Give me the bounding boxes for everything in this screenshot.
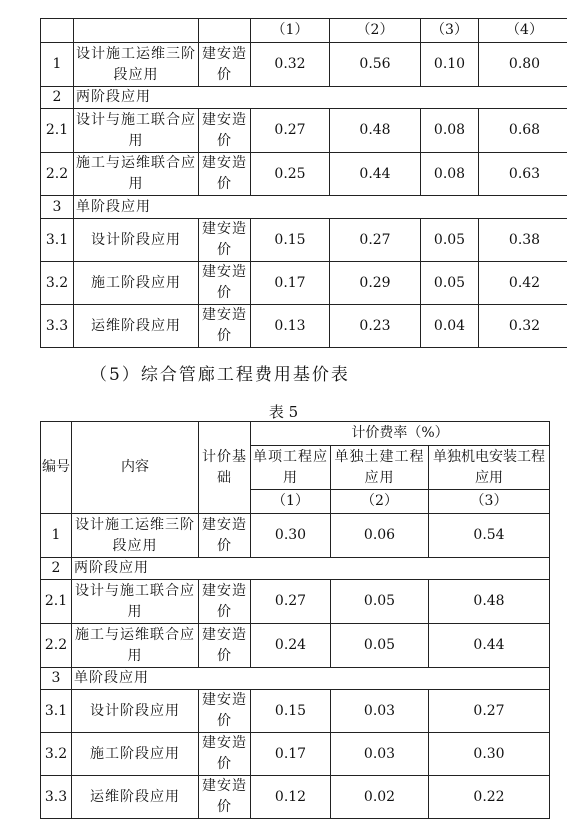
row-number: 3.3 <box>41 305 74 348</box>
row-value: 0.15 <box>251 219 330 262</box>
row-base: 建安造价 <box>199 153 251 196</box>
row-value: 0.15 <box>251 690 331 733</box>
row-value: 0.10 <box>421 43 479 87</box>
row-content: 设计与施工联合应用 <box>74 109 199 153</box>
row-number: 2.1 <box>41 109 74 153</box>
row-base: 建安造价 <box>199 690 251 733</box>
row-value: 0.12 <box>251 776 331 819</box>
table-row <box>41 262 567 305</box>
row-value: 0.42 <box>479 262 567 305</box>
fee-table-4 <box>40 18 567 348</box>
row-number: 2 <box>41 87 74 109</box>
row-value: 0.25 <box>251 153 330 196</box>
table-row <box>41 219 567 262</box>
row-base: 建安造价 <box>199 776 251 819</box>
row-value: 0.04 <box>421 305 479 348</box>
row-number: 3.3 <box>41 776 72 819</box>
row-content: 运维阶段应用 <box>72 776 199 819</box>
row-value: 0.54 <box>429 514 550 558</box>
row-value: 0.48 <box>429 580 550 624</box>
row-value: 0.38 <box>479 219 567 262</box>
header-col: 单独土建工程应用 <box>331 446 429 490</box>
row-value: 0.63 <box>479 153 567 196</box>
table-row <box>41 305 567 348</box>
row-value: 0.32 <box>251 43 330 87</box>
row-value: 0.03 <box>331 690 429 733</box>
table-row-group <box>41 668 550 690</box>
row-value: 0.02 <box>331 776 429 819</box>
row-value: 0.44 <box>330 153 421 196</box>
row-value: 0.05 <box>331 624 429 668</box>
row-content: 设计阶段应用 <box>72 690 199 733</box>
row-content: 设计施工运维三阶段应用 <box>72 514 199 558</box>
table-row <box>41 514 550 558</box>
row-value: 0.06 <box>331 514 429 558</box>
row-value: 0.48 <box>330 109 421 153</box>
row-base: 建安造价 <box>199 219 251 262</box>
row-value: 0.68 <box>479 109 567 153</box>
table4-colnum: （1） <box>251 19 330 43</box>
row-number: 1 <box>41 43 74 87</box>
row-value: 0.13 <box>251 305 330 348</box>
fee-table-5 <box>40 421 550 819</box>
row-value: 0.05 <box>421 219 479 262</box>
table5-colnum: （3） <box>429 490 550 514</box>
row-number: 3 <box>41 196 74 219</box>
group-label: 单阶段应用 <box>72 668 550 690</box>
row-content: 设计与施工联合应用 <box>72 580 199 624</box>
header-number: 编号 <box>41 422 72 514</box>
row-value: 0.08 <box>421 153 479 196</box>
row-value: 0.80 <box>479 43 567 87</box>
table-row <box>41 153 567 196</box>
table5-colnum: （1） <box>251 490 331 514</box>
header-rate: 计价费率（%） <box>251 422 550 446</box>
table-row <box>41 624 550 668</box>
row-content: 施工与运维联合应用 <box>74 153 199 196</box>
table5-header-row <box>41 422 550 446</box>
table4-colnum-row <box>41 19 567 43</box>
row-value: 0.17 <box>251 262 330 305</box>
row-content: 设计施工运维三阶段应用 <box>74 43 199 87</box>
section-title: （5）综合管廊工程费用基价表 <box>90 365 350 385</box>
row-base: 建安造价 <box>199 733 251 776</box>
row-base: 建安造价 <box>199 580 251 624</box>
row-value: 0.24 <box>251 624 331 668</box>
row-number: 3.2 <box>41 733 72 776</box>
row-value: 0.22 <box>429 776 550 819</box>
table-row-group <box>41 558 550 580</box>
row-content: 施工阶段应用 <box>72 733 199 776</box>
table-row-group <box>41 196 567 219</box>
row-value: 0.56 <box>330 43 421 87</box>
row-value: 0.32 <box>479 305 567 348</box>
row-number: 2.2 <box>41 153 74 196</box>
row-value: 0.03 <box>331 733 429 776</box>
header-content: 内容 <box>72 422 199 514</box>
row-content: 施工阶段应用 <box>74 262 199 305</box>
table-row <box>41 109 567 153</box>
table-row <box>41 690 550 733</box>
row-number: 3.1 <box>41 219 74 262</box>
row-number: 2.1 <box>41 580 72 624</box>
row-content: 施工与运维联合应用 <box>72 624 199 668</box>
row-number: 1 <box>41 514 72 558</box>
row-value: 0.44 <box>429 624 550 668</box>
table-row <box>41 776 550 819</box>
row-value: 0.27 <box>251 109 330 153</box>
row-value: 0.30 <box>251 514 331 558</box>
table5-colnum: （2） <box>331 490 429 514</box>
table-row <box>41 43 567 87</box>
header-col: 单独机电安装工程应用 <box>429 446 550 490</box>
row-number: 3 <box>41 668 72 690</box>
row-value: 0.27 <box>330 219 421 262</box>
row-base: 建安造价 <box>199 624 251 668</box>
row-base: 建安造价 <box>199 514 251 558</box>
row-value: 0.05 <box>421 262 479 305</box>
header-base: 计价基础 <box>199 422 251 514</box>
row-number: 3.2 <box>41 262 74 305</box>
row-value: 0.29 <box>330 262 421 305</box>
table4-colnum: （3） <box>421 19 479 43</box>
row-value: 0.30 <box>429 733 550 776</box>
table-caption: 表 5 <box>268 403 299 421</box>
row-value: 0.17 <box>251 733 331 776</box>
group-label: 单阶段应用 <box>74 196 567 219</box>
row-value: 0.08 <box>421 109 479 153</box>
table-row <box>41 580 550 624</box>
group-label: 两阶段应用 <box>74 87 567 109</box>
row-value: 0.05 <box>331 580 429 624</box>
row-value: 0.23 <box>330 305 421 348</box>
row-content: 设计阶段应用 <box>74 219 199 262</box>
table-row-group <box>41 87 567 109</box>
row-content: 运维阶段应用 <box>74 305 199 348</box>
row-base: 建安造价 <box>199 262 251 305</box>
table-row <box>41 733 550 776</box>
row-value: 0.27 <box>251 580 331 624</box>
table4-colnum: （2） <box>330 19 421 43</box>
row-base: 建安造价 <box>199 43 251 87</box>
row-base: 建安造价 <box>199 109 251 153</box>
row-value: 0.27 <box>429 690 550 733</box>
table4-colnum: （4） <box>479 19 567 43</box>
group-label: 两阶段应用 <box>72 558 550 580</box>
row-number: 2 <box>41 558 72 580</box>
row-number: 2.2 <box>41 624 72 668</box>
row-base: 建安造价 <box>199 305 251 348</box>
header-col: 单项工程应用 <box>251 446 331 490</box>
row-number: 3.1 <box>41 690 72 733</box>
